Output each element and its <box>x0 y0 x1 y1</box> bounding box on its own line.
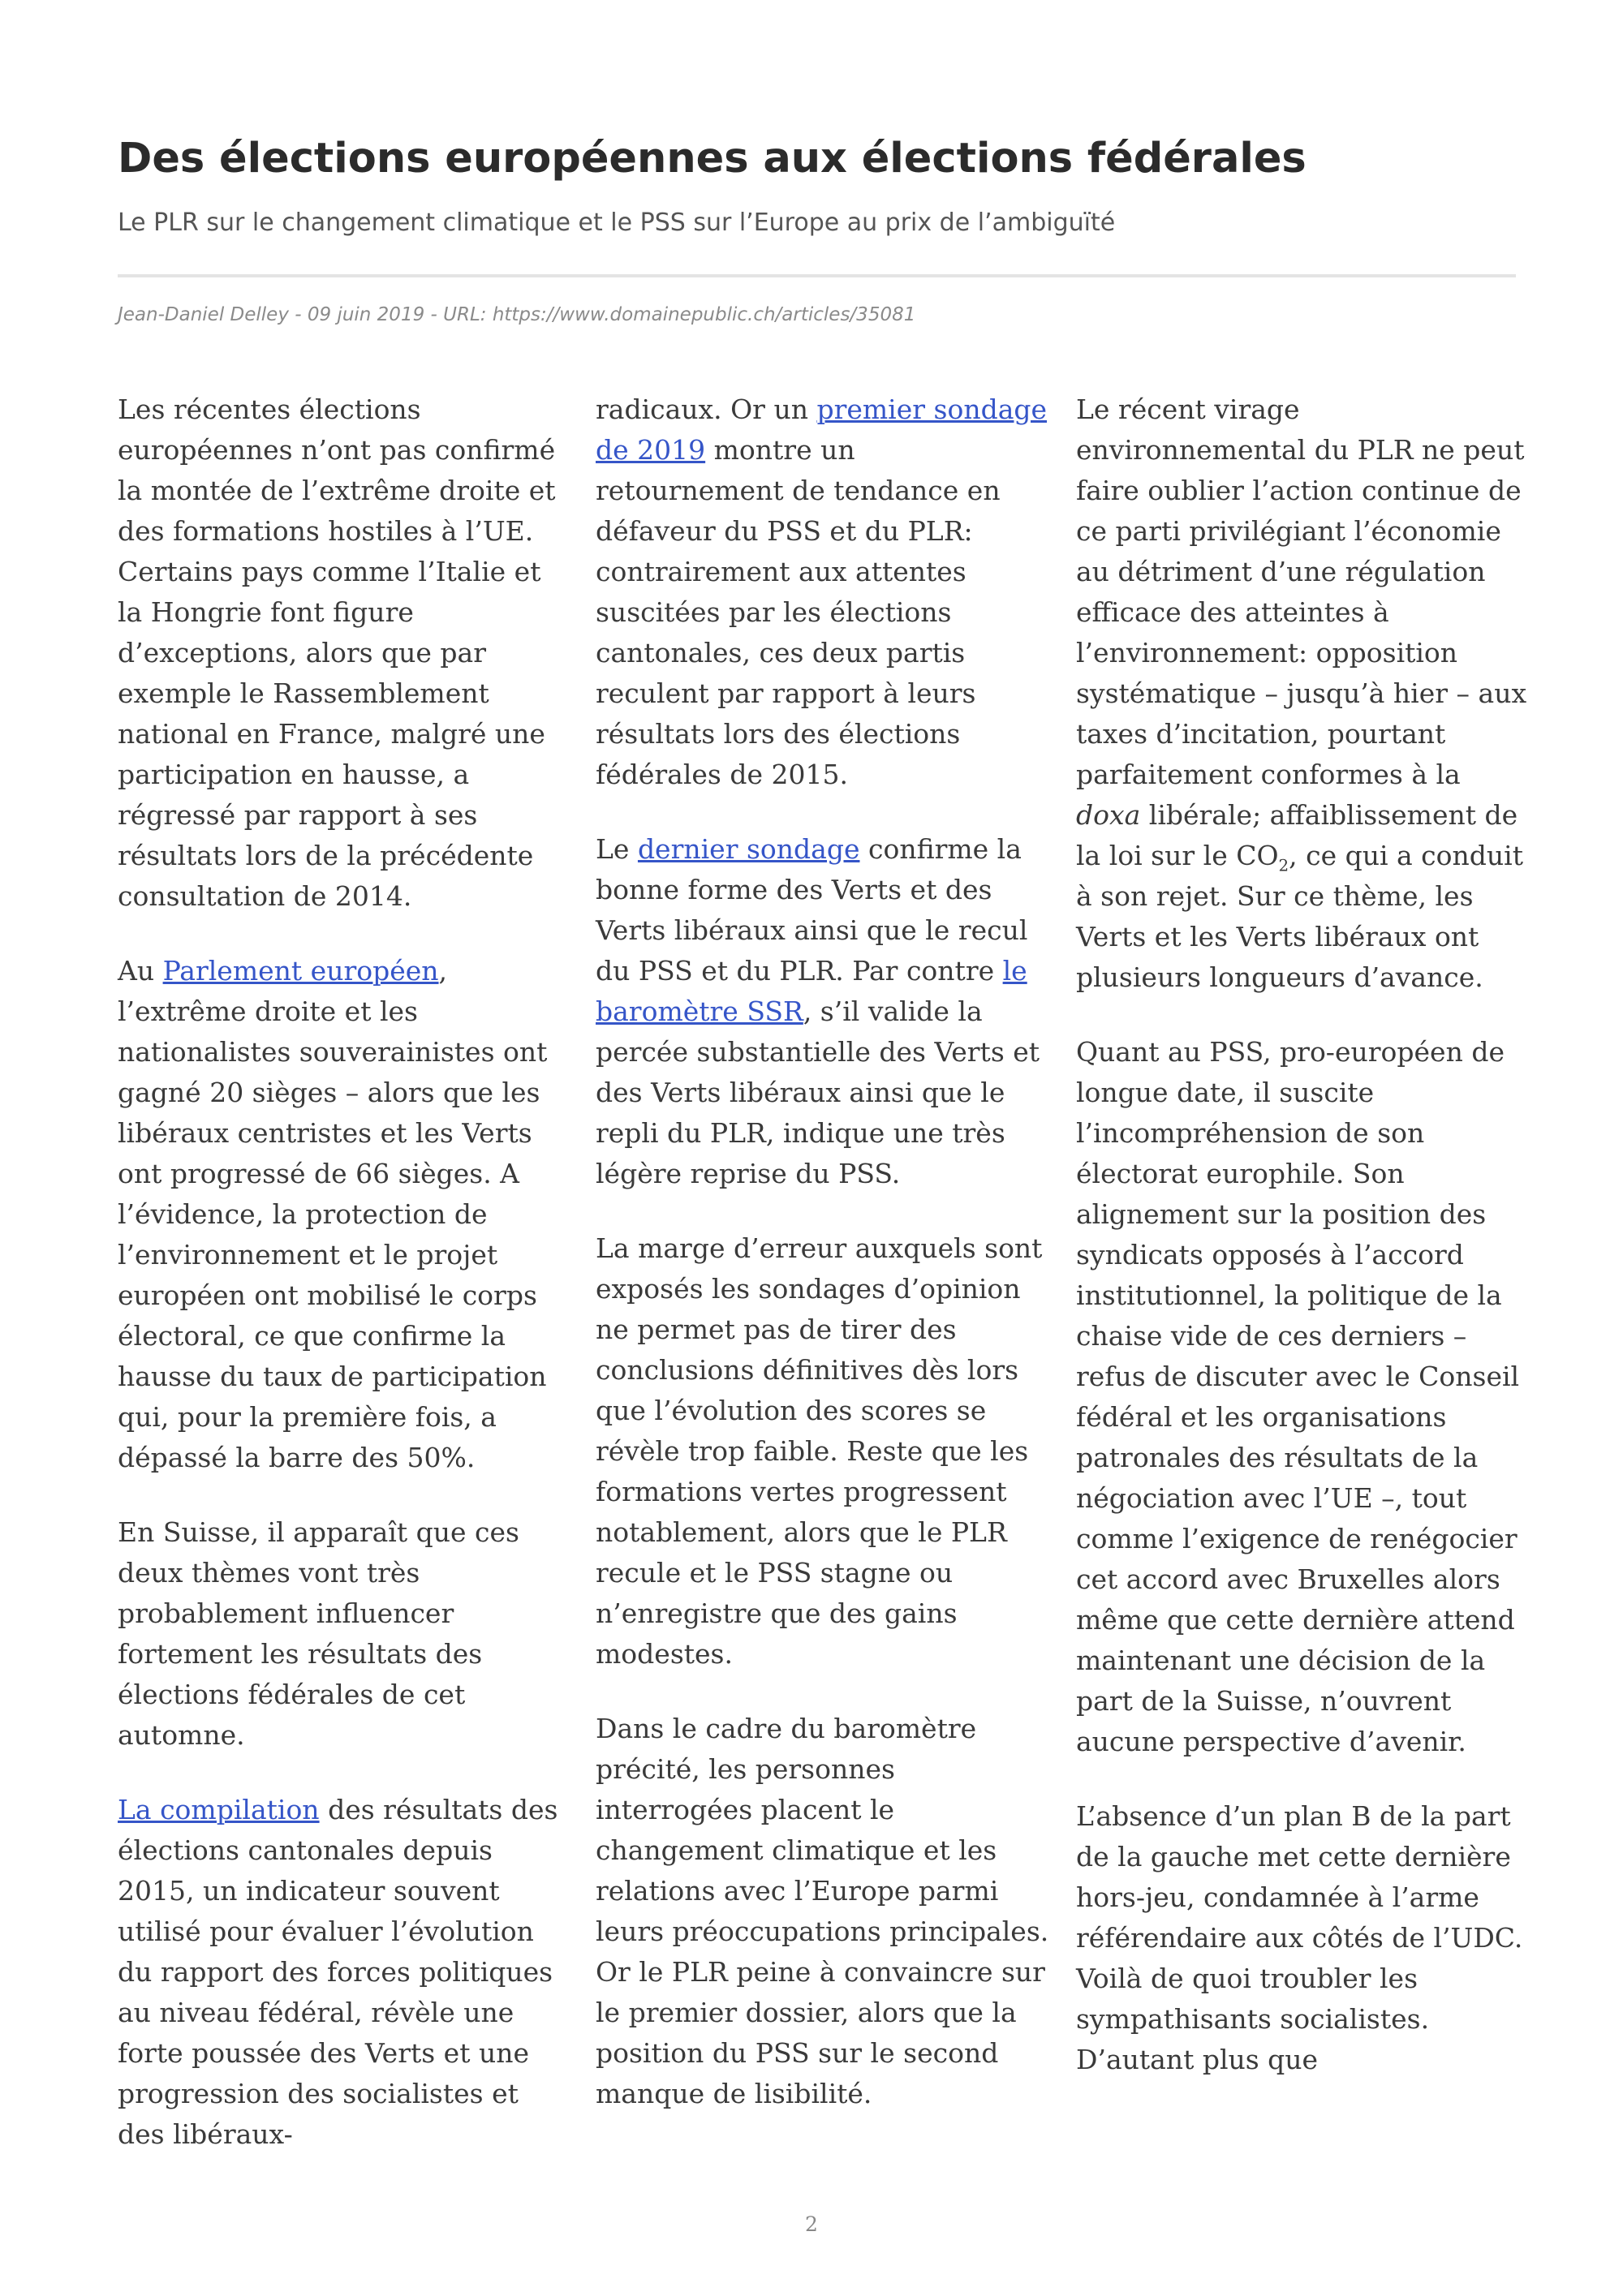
link-parlement-europeen[interactable]: Parlement européen <box>162 955 439 987</box>
text-column-3 <box>1076 389 1530 2114</box>
article-subtitle: Le PLR sur le changement climatique et le PSS sur l’Europe au prix de l’ambiguïté <box>118 209 1116 237</box>
article-title: Des élections européennes aux élections fédérales <box>118 135 1307 183</box>
paragraph: La marge d’erreur auxquels sont exposés les sondages d’opinion ne permet pas de tirer des conclusions définitives dès lors que l’évolution des scores se révèle trop faible. Reste que les formations vertes progressent notablement, alors que le PLR recule et le PSS stagne ou n’enregistre que des gains modestes. <box>596 1232 1043 1670</box>
paragraph <box>596 829 1050 1194</box>
paragraph <box>596 389 1050 795</box>
paragraph <box>118 951 572 1478</box>
paragraph: L’absence d’un plan B de la part de la gauche met cette dernière hors-jeu, condamnée à l’arme référendaire aux côtés de l’UDC. Voilà de quoi troubler les sympathisants socialistes. D’autant plus que <box>1076 1800 1523 2075</box>
link-la-compilation[interactable]: La compilation <box>118 1794 320 1825</box>
text-run: Au <box>118 955 163 987</box>
text-run: radicaux. Or un <box>596 393 817 425</box>
paragraph <box>118 1790 572 2155</box>
page-number: 2 <box>805 2212 818 2236</box>
header-divider <box>118 274 1516 277</box>
subscript: 2 <box>1278 856 1289 875</box>
text-column-2 <box>596 389 1050 2148</box>
text-run: Le <box>596 833 638 865</box>
link-dernier-sondage[interactable]: dernier sondage <box>637 833 860 865</box>
article-byline: Jean-Daniel Delley - 09 juin 2019 - URL: https://www.domainepublic.ch/articles/35081 <box>118 304 916 325</box>
text-column-1 <box>118 389 572 2189</box>
text-run: montre un retournement de tendance en défaveur du PSS et du PLR: contrairement aux attentes suscitées par les élections cantonales, ces deux partis reculent par rapport à leurs résultats lors des élections fédérales de 2015. <box>596 434 1001 790</box>
paragraph <box>1076 389 1530 998</box>
text-run: confirme la bonne forme des Verts et des Verts libéraux ainsi que le recul du PSS et du PLR. Par contre <box>596 833 1028 987</box>
paragraph: Dans le cadre du baromètre précité, les personnes interrogées placent le changement climatique et les relations avec l’Europe parmi leurs préoccupations principales. Or le PLR peine à convaincre sur le premier dossier, alors que la position du PSS sur le second manque de lisibilité. <box>596 1713 1049 2109</box>
text-run: libérale; affaiblissement de la loi sur le CO <box>1076 799 1518 871</box>
text-run: , l’extrême droite et les nationalistes souverainistes ont gagné 20 sièges – alors que les libéraux centristes et les Verts ont progressé de 66 sièges. A l’évidence, la protection de l’environnement et le projet européen ont mobilisé le corps électoral, ce que confirme la hausse du taux de participation qui, pour la première fois, a dépassé la barre des 50%. <box>118 955 548 1473</box>
paragraph: Les récentes élections européennes n’ont pas confirmé la montée de l’extrême droite et des formations hostiles à l’UE. Certains pays comme l’Italie et la Hongrie font figure d’exceptions, alors que par exemple le Rassemblement national en France, malgré une participation en hausse, a régressé par rapport à ses résultats lors de la précédente consultation de 2014. <box>118 393 556 912</box>
text-run: des résultats des élections cantonales depuis 2015, un indicateur souvent utilisé pour évaluer l’évolution du rapport des forces politiques au niveau fédéral, révèle une forte poussée des Verts et une progression des socialistes et des libéraux- <box>118 1794 558 2150</box>
link-premier-sondage[interactable]: premier sondage de 2019 <box>596 393 1048 466</box>
text-run: , s’il valide la percée substantielle des Verts et des Verts libéraux ainsi que le repli du PLR, indique une très légère reprise du PSS. <box>596 995 1040 1189</box>
paragraph: En Suisse, il apparaît que ces deux thèmes vont très probablement influencer fortement les résultats des élections fédérales de cet automne. <box>118 1516 519 1751</box>
link-barometre-ssr[interactable]: le baromètre SSR <box>596 955 1027 1027</box>
paragraph: Quant au PSS, pro-européen de longue date, il suscite l’incompréhension de son électorat europhile. Son alignement sur la position des syndicats opposés à l’accord institutionnel, la politique de la chaise vide de ces derniers – refus de discuter avec le Conseil fédéral et les organisations patronales des résultats de la négociation avec l’UE –, tout comme l’exigence de renégocier cet accord avec Bruxelles alors même que cette dernière attend maintenant une décision de la part de la Suisse, n’ouvrent aucune perspective d’avenir. <box>1076 1036 1520 1757</box>
italic-term: doxa <box>1076 799 1141 831</box>
text-run: Le récent virage environnemental du PLR ne peut faire oublier l’action continue de ce parti privilégiant l’économie au détriment d’une régulation efficace des atteintes à l’environnement: opposition systématique – jusqu’à hier – aux taxes d’incitation, pourtant parfaitement conformes à la <box>1076 393 1527 790</box>
text-run: , ce qui a conduit à son rejet. Sur ce thème, les Verts et les Verts libéraux ont plusieurs longueurs d’avance. <box>1076 840 1523 993</box>
